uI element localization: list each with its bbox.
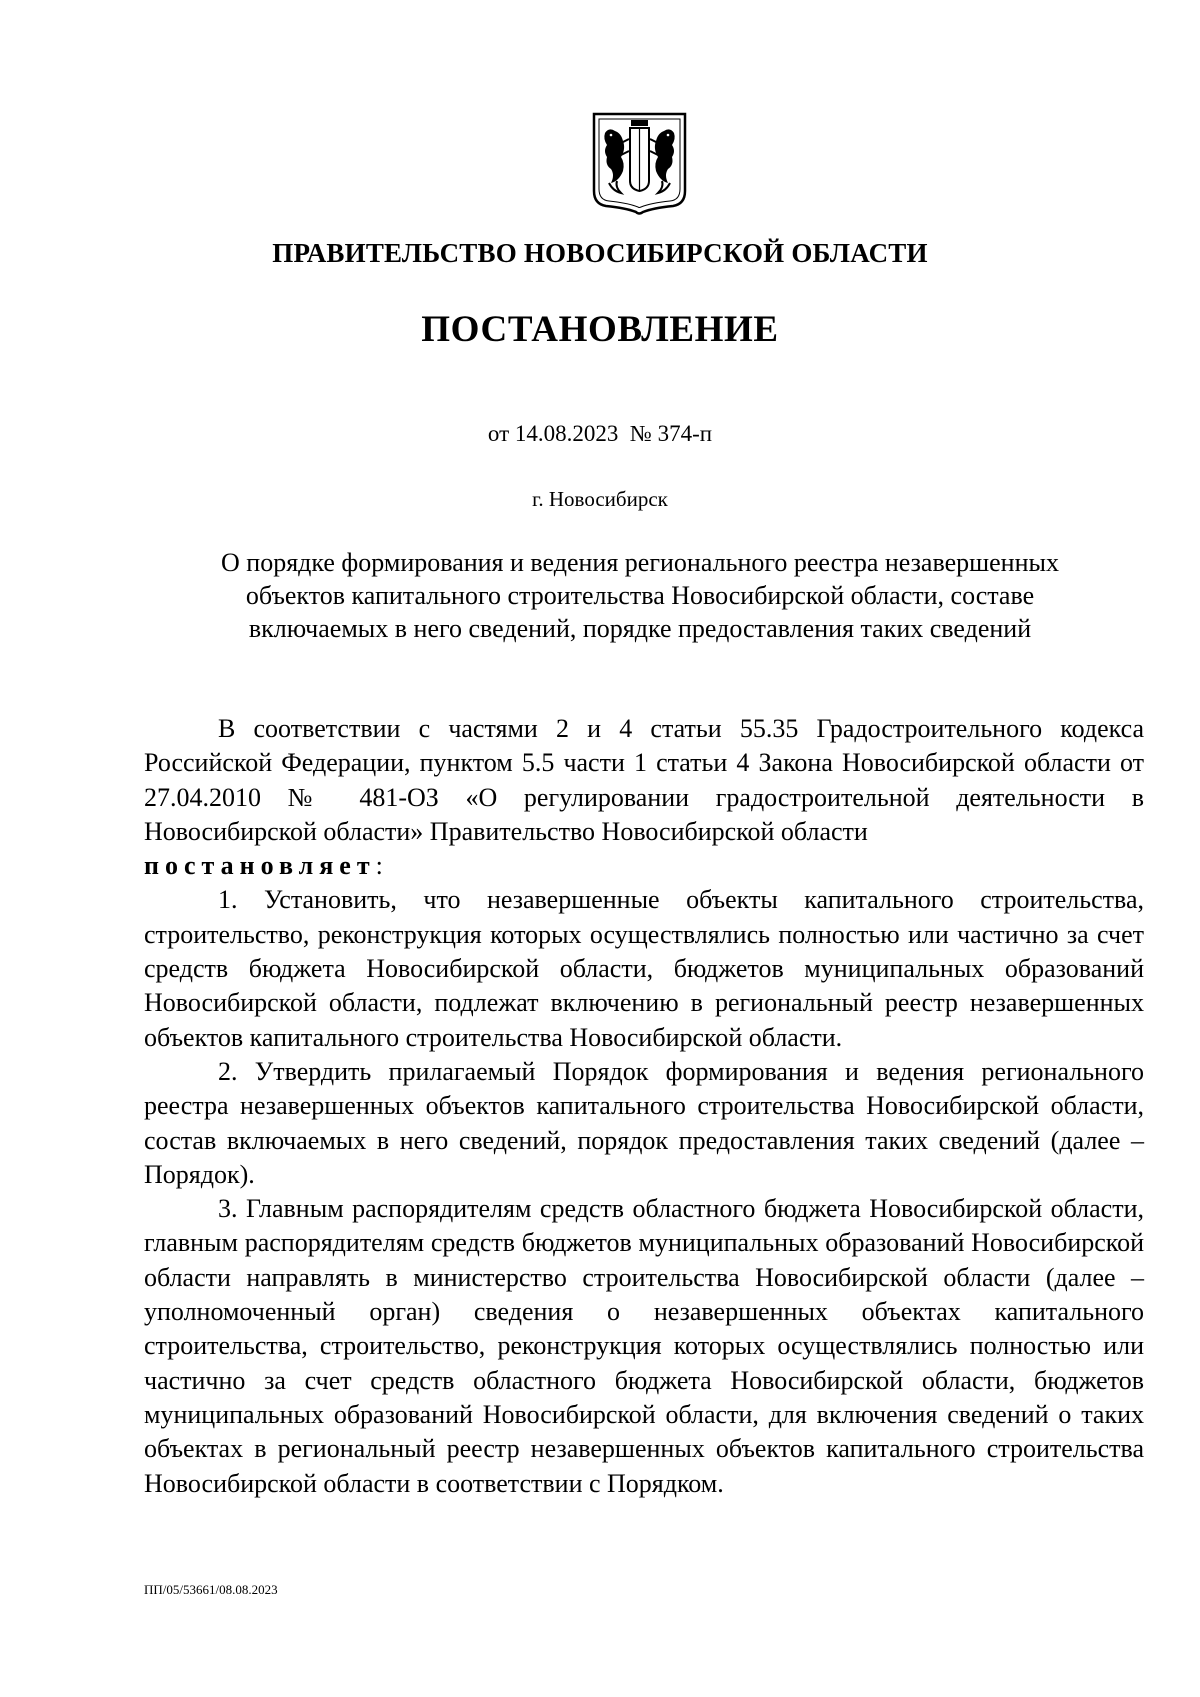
- organization-title: ПРАВИТЕЛЬСТВО НОВОСИБИРСКОЙ ОБЛАСТИ: [272, 238, 928, 268]
- document-type-heading: ПОСТАНОВЛЕНИЕ: [421, 309, 779, 350]
- item-paragraph-2: 2. Утвердить прилагаемый Порядок формирования и ведения регионального реестра незавершенных объектов капитального строительства Новосибирской области, состав включаемых в него сведений, порядок предоставления таких сведений (далее – Порядок).: [144, 1056, 1144, 1189]
- decree-line: [144, 849, 1144, 883]
- document-city: г. Новосибирск: [532, 487, 668, 511]
- document-date-number: от 14.08.2023 № 374-п: [487, 421, 713, 446]
- subject-line: включаемых в него сведений, порядке предоставления таких сведений: [248, 614, 1032, 643]
- novosibirsk-coat-of-arms-icon: [591, 111, 688, 215]
- subject-line: объектов капитального строительства Новосибирской области, составе: [245, 581, 1035, 610]
- item-paragraph-3: 3. Главным распорядителям средств областного бюджета Новосибирской области, главным распорядителям средств бюджетов муниципальных образований Новосибирской области направлять в министерство строительства Новосибирской области (далее – уполномоченный орган) сведения о незавершенных объектах капитального строительства, строительство, реконструкция которых осуществлялись полностью или частично за счет средств областного бюджета Новосибирской области, бюджетов муниципальных образований Новосибирской области, для включения сведений о таких объектах в региональный реестр незавершенных объектов капитального строительства Новосибирской области в соответствии с Порядком.: [144, 1194, 1144, 1498]
- document-subject: [160, 546, 1120, 645]
- decree-suffix: :: [375, 851, 383, 881]
- preamble-paragraph: В соответствии с частями 2 и 4 статьи 55.35 Градостроительного кодекса Российской Федерации, пунктом 5.5 части 1 статьи 4 Закона Новосибирской области от 27.04.2010 № 481-ОЗ «О регулировании градостроительной деятельности в Новосибирской области» Правительство Новосибирской области: [144, 714, 1144, 846]
- registry-code: ПП/05/53661/08.08.2023: [144, 1582, 278, 1597]
- decree-word: постановляет: [144, 851, 376, 881]
- document-body: [144, 712, 1144, 1501]
- subject-line: О порядке формирования и ведения регионального реестра незавершенных: [221, 548, 1059, 577]
- item-paragraph-1: 1. Установить, что незавершенные объекты капитального строительства, строительство, реконструкция которых осуществлялись полностью или частично за счет средств бюджета Новосибирской области, бюджетов муниципальных образований Новосибирской области, подлежат включению в региональный реестр незавершенных объектов капитального строительства Новосибирской области.: [144, 885, 1144, 1052]
